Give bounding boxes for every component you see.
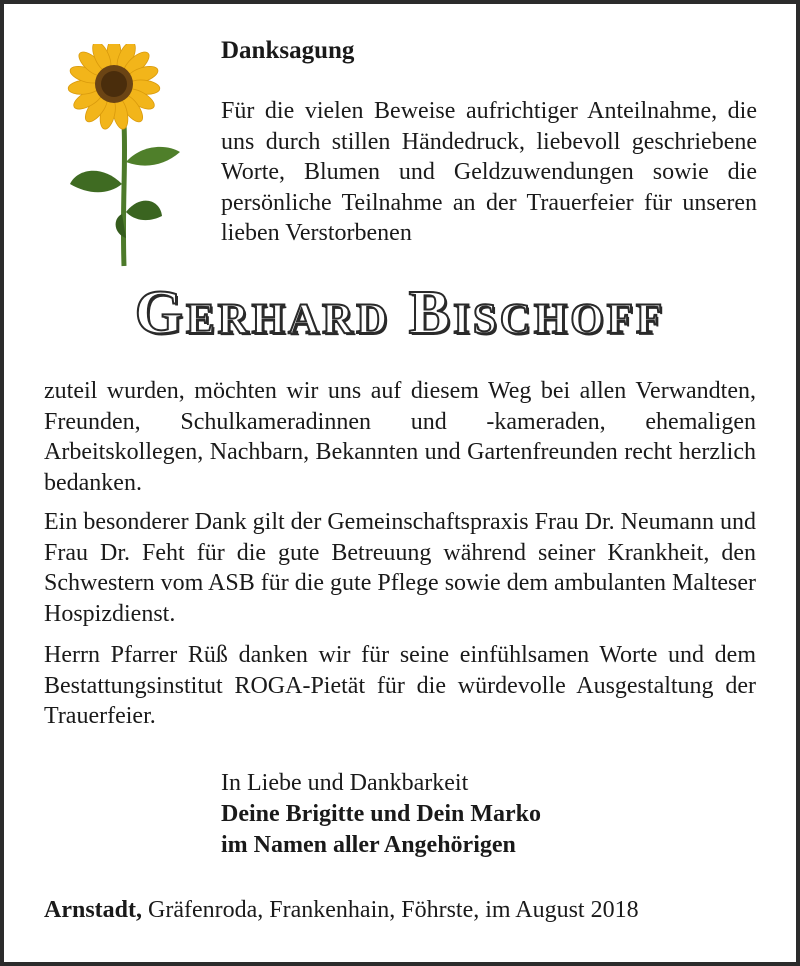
signature-line-2: im Namen aller Angehörigen [221, 832, 516, 858]
paragraph-pastor-thanks: Herrn Pfarrer Rüß danken wir für seine einfühlsamen Worte und dem Bestattungsinstitut ROGA-Pietät für die würdevolle Ausgestaltung der Trauerfeier. [44, 642, 756, 729]
deceased-name: Gerhard Bischoff [134, 279, 666, 347]
place-date-line [44, 895, 639, 925]
closing-line: In Liebe und Dankbarkeit [221, 770, 469, 796]
place-main: Arnstadt, [44, 897, 143, 923]
intro-text: Für die vielen Beweise aufrichtiger Anteilnahme, die uns durch stillen Händedruck, liebevoll geschriebene Worte, Blumen und Geldzuwendungen sowie die persönliche Teilnahme an der Trauerfeier für unseren lieben Verstorbenen [221, 98, 757, 246]
place-rest: Gräfenroda, Frankenhain, Föhrste, im August 2018 [142, 897, 639, 923]
signature-line-1: Deine Brigitte und Dein Marko [221, 801, 541, 827]
paragraph-thanks: zuteil wurden, möchten wir uns auf diesem Weg bei allen Verwandten, Freunden, Schulkameradinnen und -kameraden, ehemaligen Arbeitskollegen, Nachbarn, Bekannten und Gartenfreunden recht herzlich bedanken. [44, 378, 756, 496]
heading: Danksagung [221, 37, 355, 64]
closing-block [221, 768, 541, 861]
paragraph-special-thanks: Ein besonderer Dank gilt der Gemeinschaftspraxis Frau Dr. Neumann und Frau Dr. Feht für die gute Betreuung während seiner Krankheit, den Schwestern vom ASB für die gute Pflege sowie dem ambulanten Malteser Hospizdienst. [44, 509, 756, 627]
sunflower-icon [62, 44, 186, 270]
